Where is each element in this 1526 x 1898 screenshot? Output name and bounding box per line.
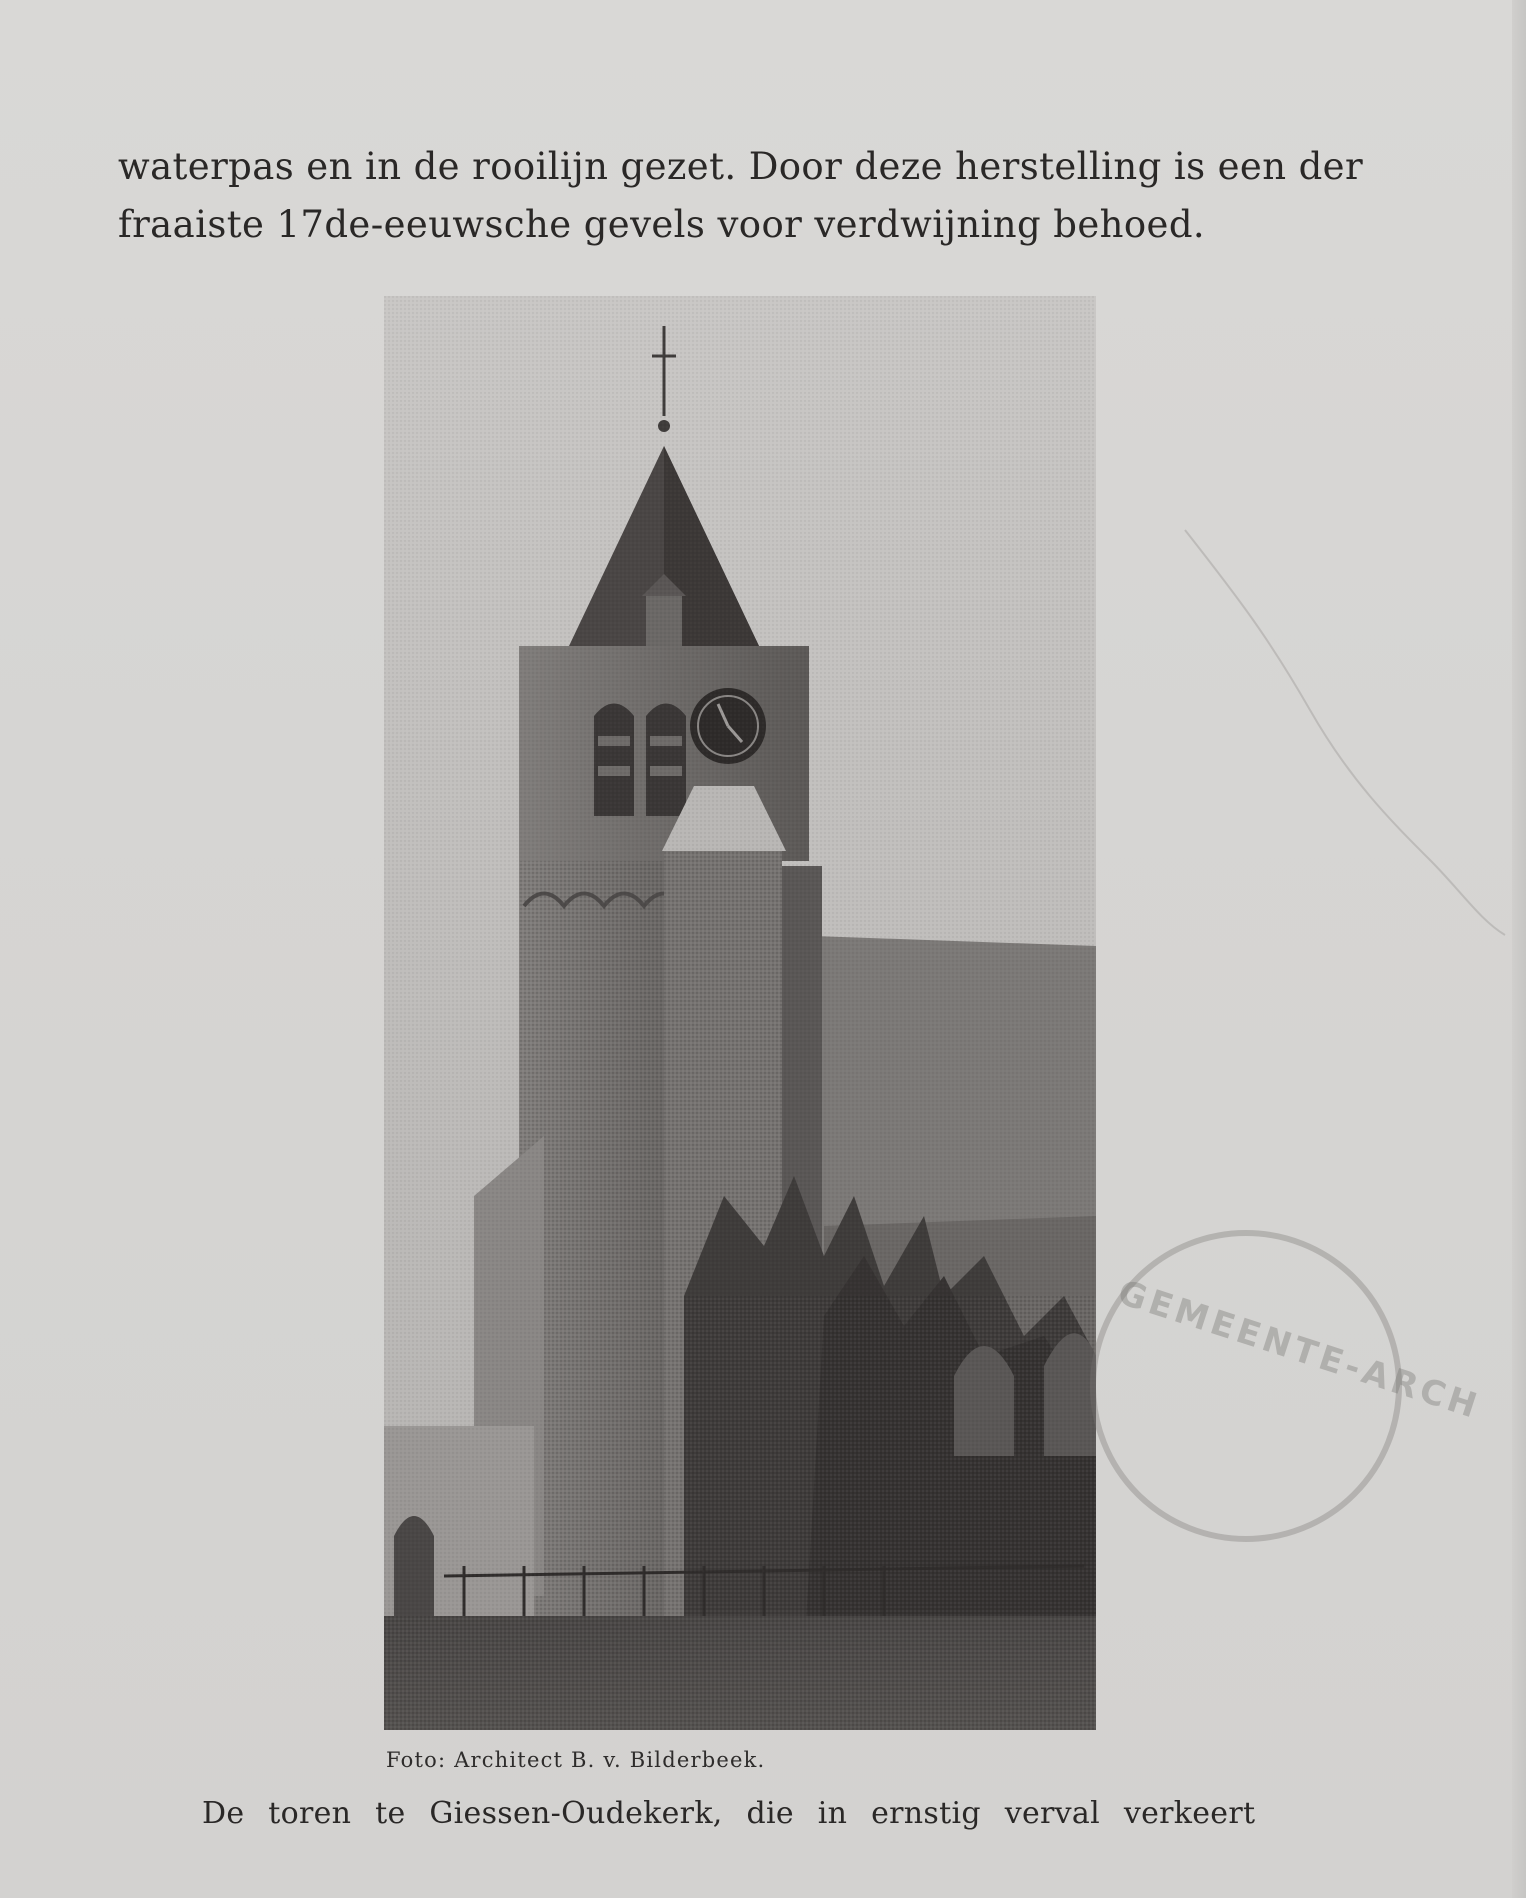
photo-caption: De toren te Giessen-Oudekerk, die in ernstig verval verkeert	[202, 1796, 1256, 1831]
photo-credit: Foto: Architect B. v. Bilderbeek.	[386, 1748, 766, 1772]
intro-paragraph	[118, 138, 1408, 254]
paper-edge	[1512, 0, 1526, 1898]
intro-line-2: fraaiste 17de-eeuwsche gevels voor verdwijning behoed.	[118, 203, 1206, 246]
church-tower-photo	[384, 296, 1096, 1730]
church-tower-illustration	[384, 296, 1096, 1730]
archive-stamp-text: GEMEENTE-ARCH	[1113, 1272, 1486, 1428]
intro-line-1: waterpas en in de rooilijn gezet. Door deze herstelling is een der	[118, 145, 1364, 188]
paper-crease	[1180, 520, 1510, 940]
